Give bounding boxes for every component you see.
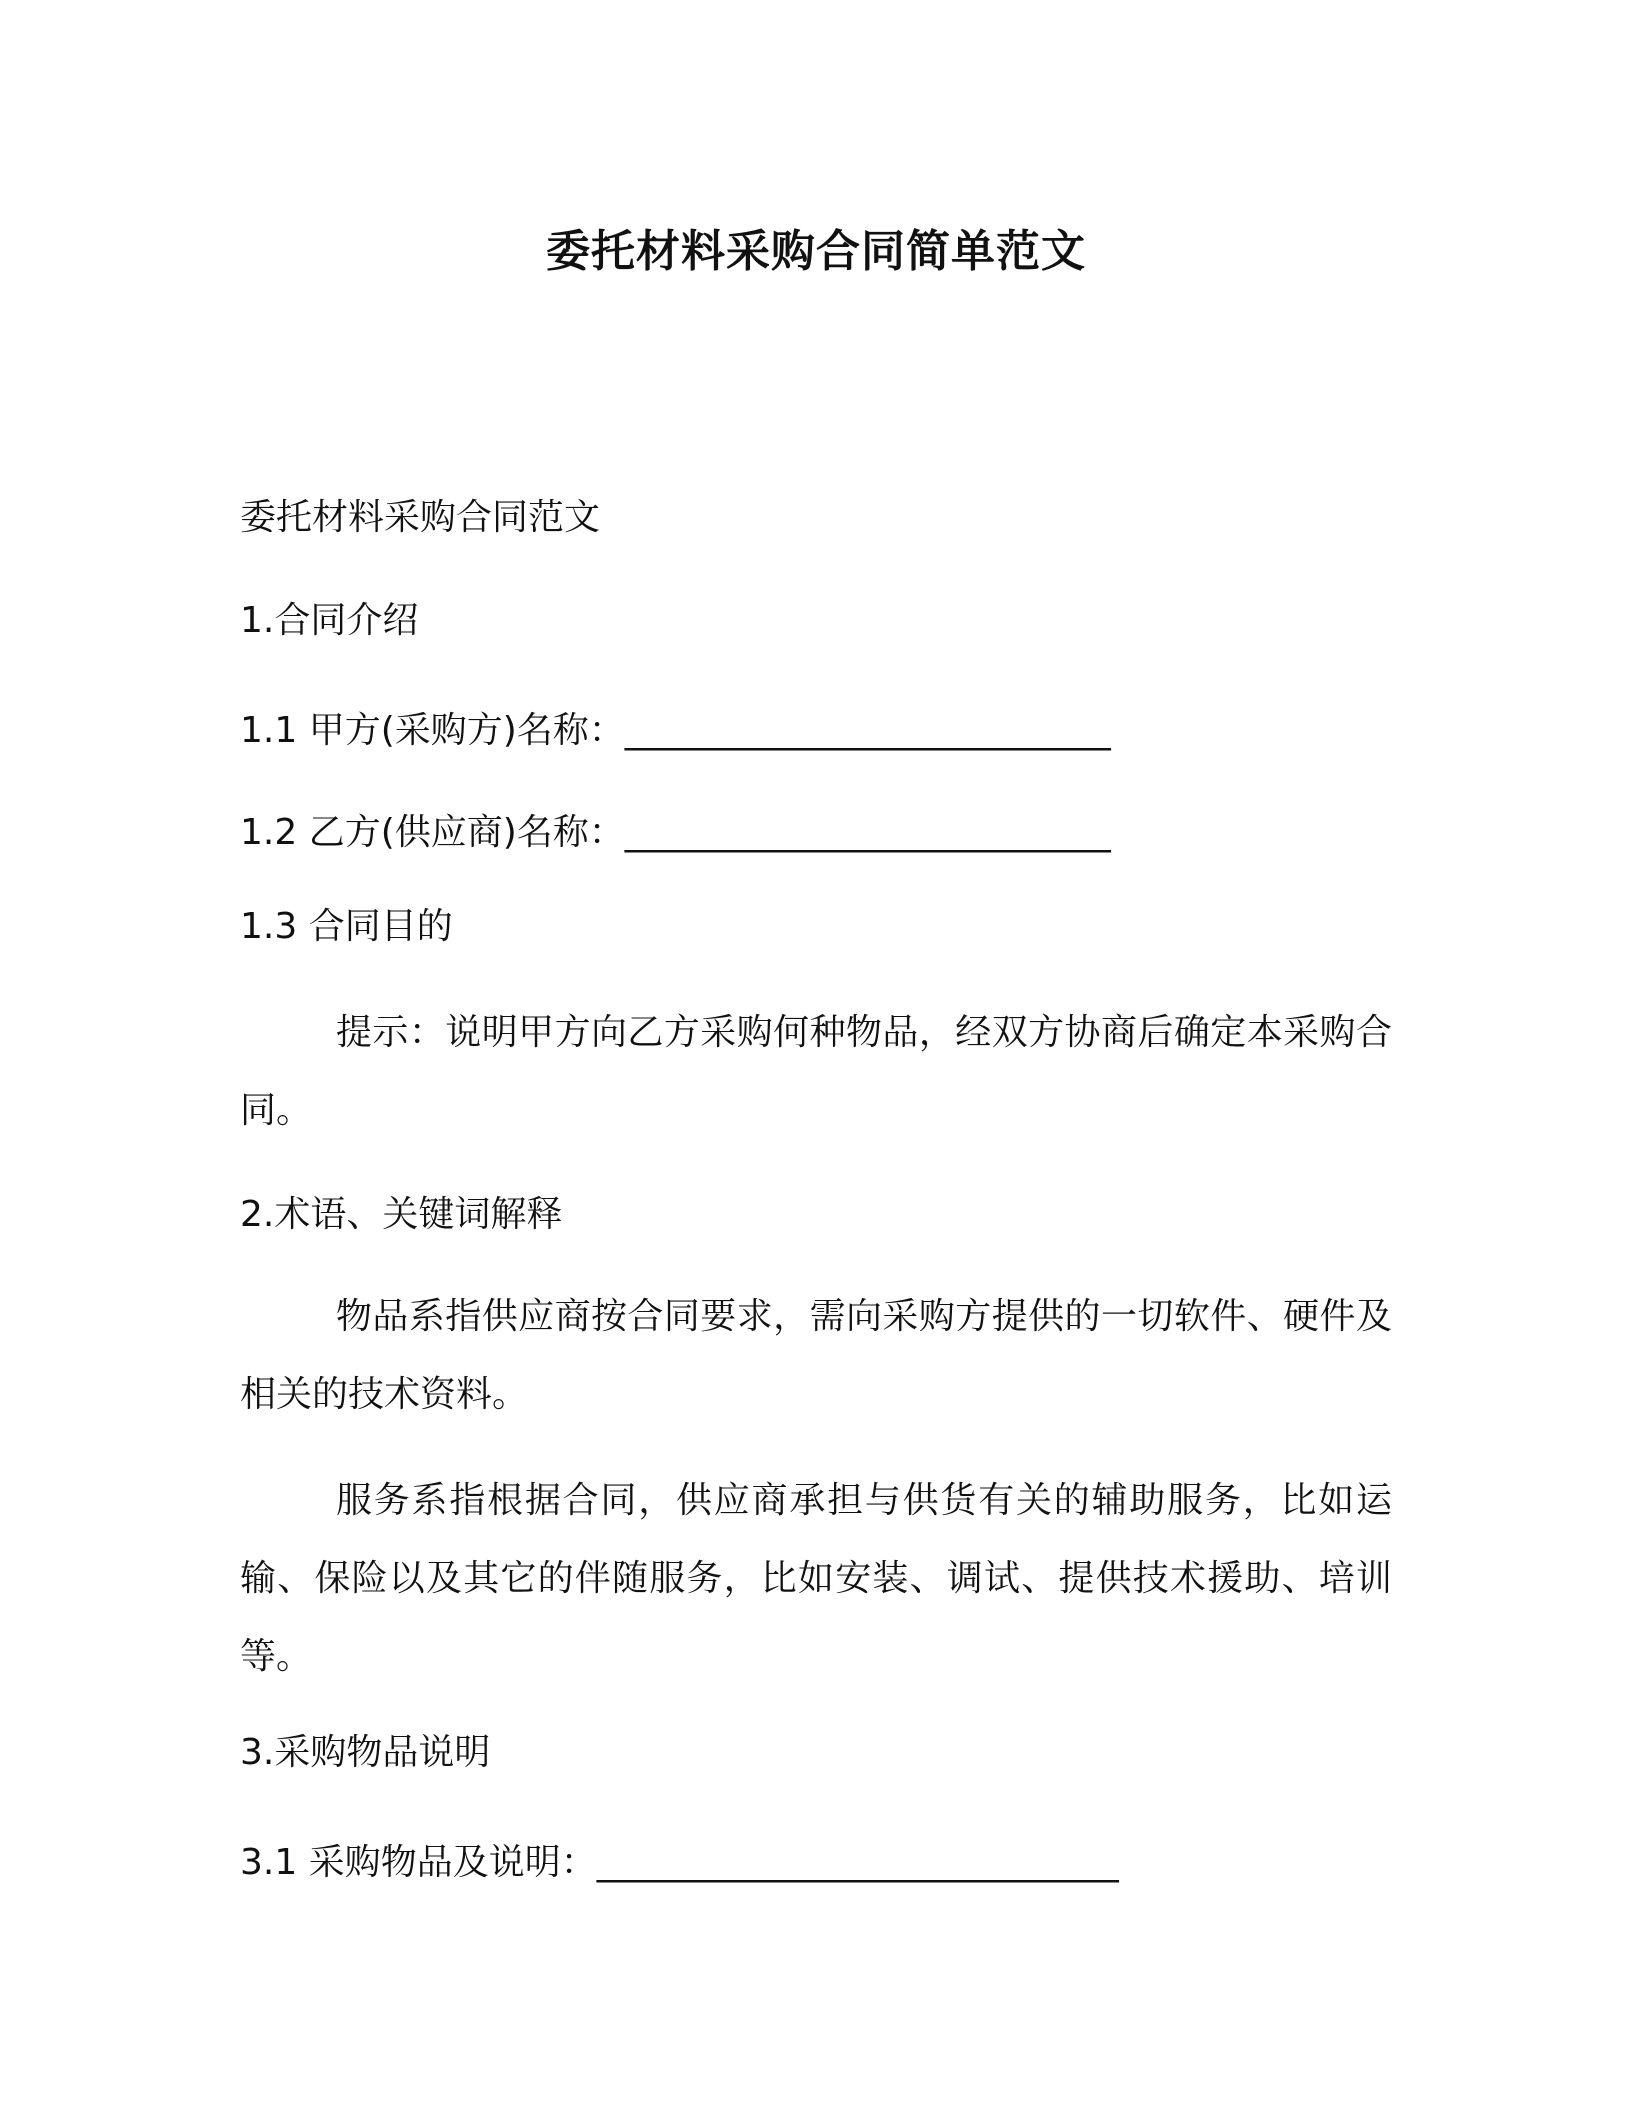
goods-definition-paragraph: 物品系指供应商按合同要求，需向采购方提供的一切软件、硬件及相关的技术资料。: [240, 1296, 1392, 1415]
service-definition-paragraph: 服务系指根据合同，供应商承担与供货有关的辅助服务，比如运输、保险以及其它的伴随服务，比如安装、调试、提供技术援助、培训等。: [240, 1480, 1392, 1677]
contract-purpose-heading: 1.3 合同目的: [240, 906, 453, 947]
section-2-heading: 2.术语、关键词解释: [240, 1194, 563, 1235]
party-a-name-line: 1.1 甲方(采购方)名称：___________________________: [240, 710, 1111, 751]
goods-description-line: 3.1 采购物品及说明：_____________________________: [240, 1842, 1119, 1883]
purpose-hint-paragraph: 提示：说明甲方向乙方采购何种物品，经双方协商后确定本采购合同。: [240, 1012, 1392, 1131]
section-1-heading: 1.合同介绍: [240, 600, 419, 641]
document-subtitle: 委托材料采购合同范文: [240, 497, 601, 538]
section-3-heading: 3.采购物品说明: [240, 1732, 491, 1773]
document-title: 委托材料采购合同简单范文: [546, 226, 1086, 277]
party-b-name-line: 1.2 乙方(供应商)名称：___________________________: [240, 812, 1111, 853]
